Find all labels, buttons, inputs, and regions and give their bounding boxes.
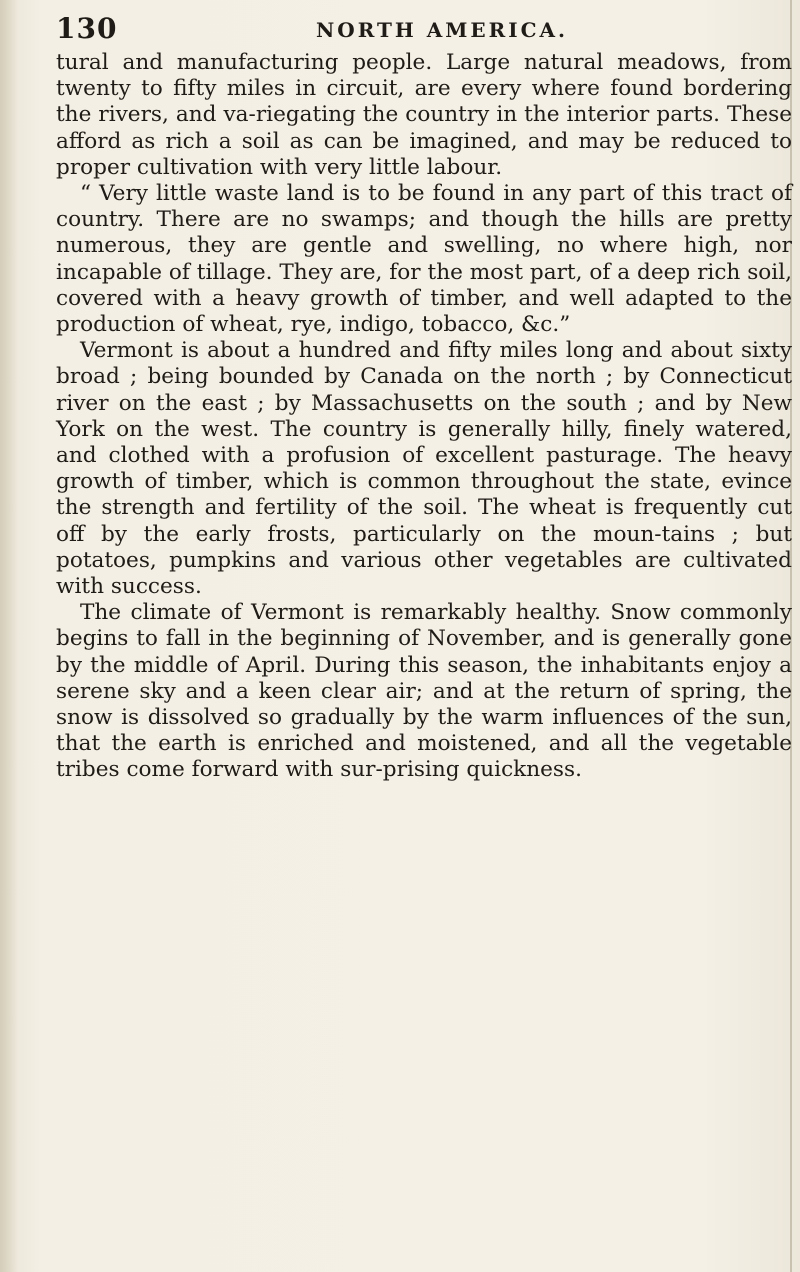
body-text	[56, 50, 792, 784]
paragraph: “ Very little waste land is to be found in any part of this tract of country. There are no swamps; and though the hills are pretty numerous, they are gentle and swelling, no where high, nor incapable of tillage. They are, for the most part, of a deep rich soil, covered with a heavy growth of timber, and well adapted to the production of wheat, rye, indigo, tobacco, &c.”	[56, 181, 792, 338]
paragraph: The climate of Vermont is remarkably healthy. Snow commonly begins to fall in the beginning of November, and is generally gone by the middle of April. During this season, the inhabitants enjoy a serene sky and a keen clear air; and at the return of spring, the snow is dissolved so gradually by the warm influences of the sun, that the earth is enriched and moistened, and all the vegetable tribes come forward with sur-prising quickness.	[56, 600, 792, 783]
page-number: 130	[56, 12, 118, 45]
paragraph: Vermont is about a hundred and fifty miles long and about sixty broad ; being bounded by Canada on the north ; by Connecticut river on the east ; by Massachusetts on the south ; and by New York on the west. The country is generally hilly, finely watered, and clothed with a profusion of excellent pasturage. The heavy growth of timber, which is common throughout the state, evince the strength and fertility of the soil. The wheat is frequently cut off by the early frosts, particularly on the moun-tains ; but potatoes, pumpkins and various other vegetables are cultivated with success.	[56, 338, 792, 600]
spine-shadow	[0, 0, 18, 1272]
running-head: NORTH AMERICA.	[316, 18, 568, 42]
paragraph: tural and manufacturing people. Large natural meadows, from twenty to fifty miles in circuit, are every where found bordering the rivers, and va-riegating the country in the interior parts. These afford as rich a soil as can be imagined, and may be reduced to proper cultivation with very little labour.	[56, 50, 792, 180]
page-header	[56, 8, 776, 48]
